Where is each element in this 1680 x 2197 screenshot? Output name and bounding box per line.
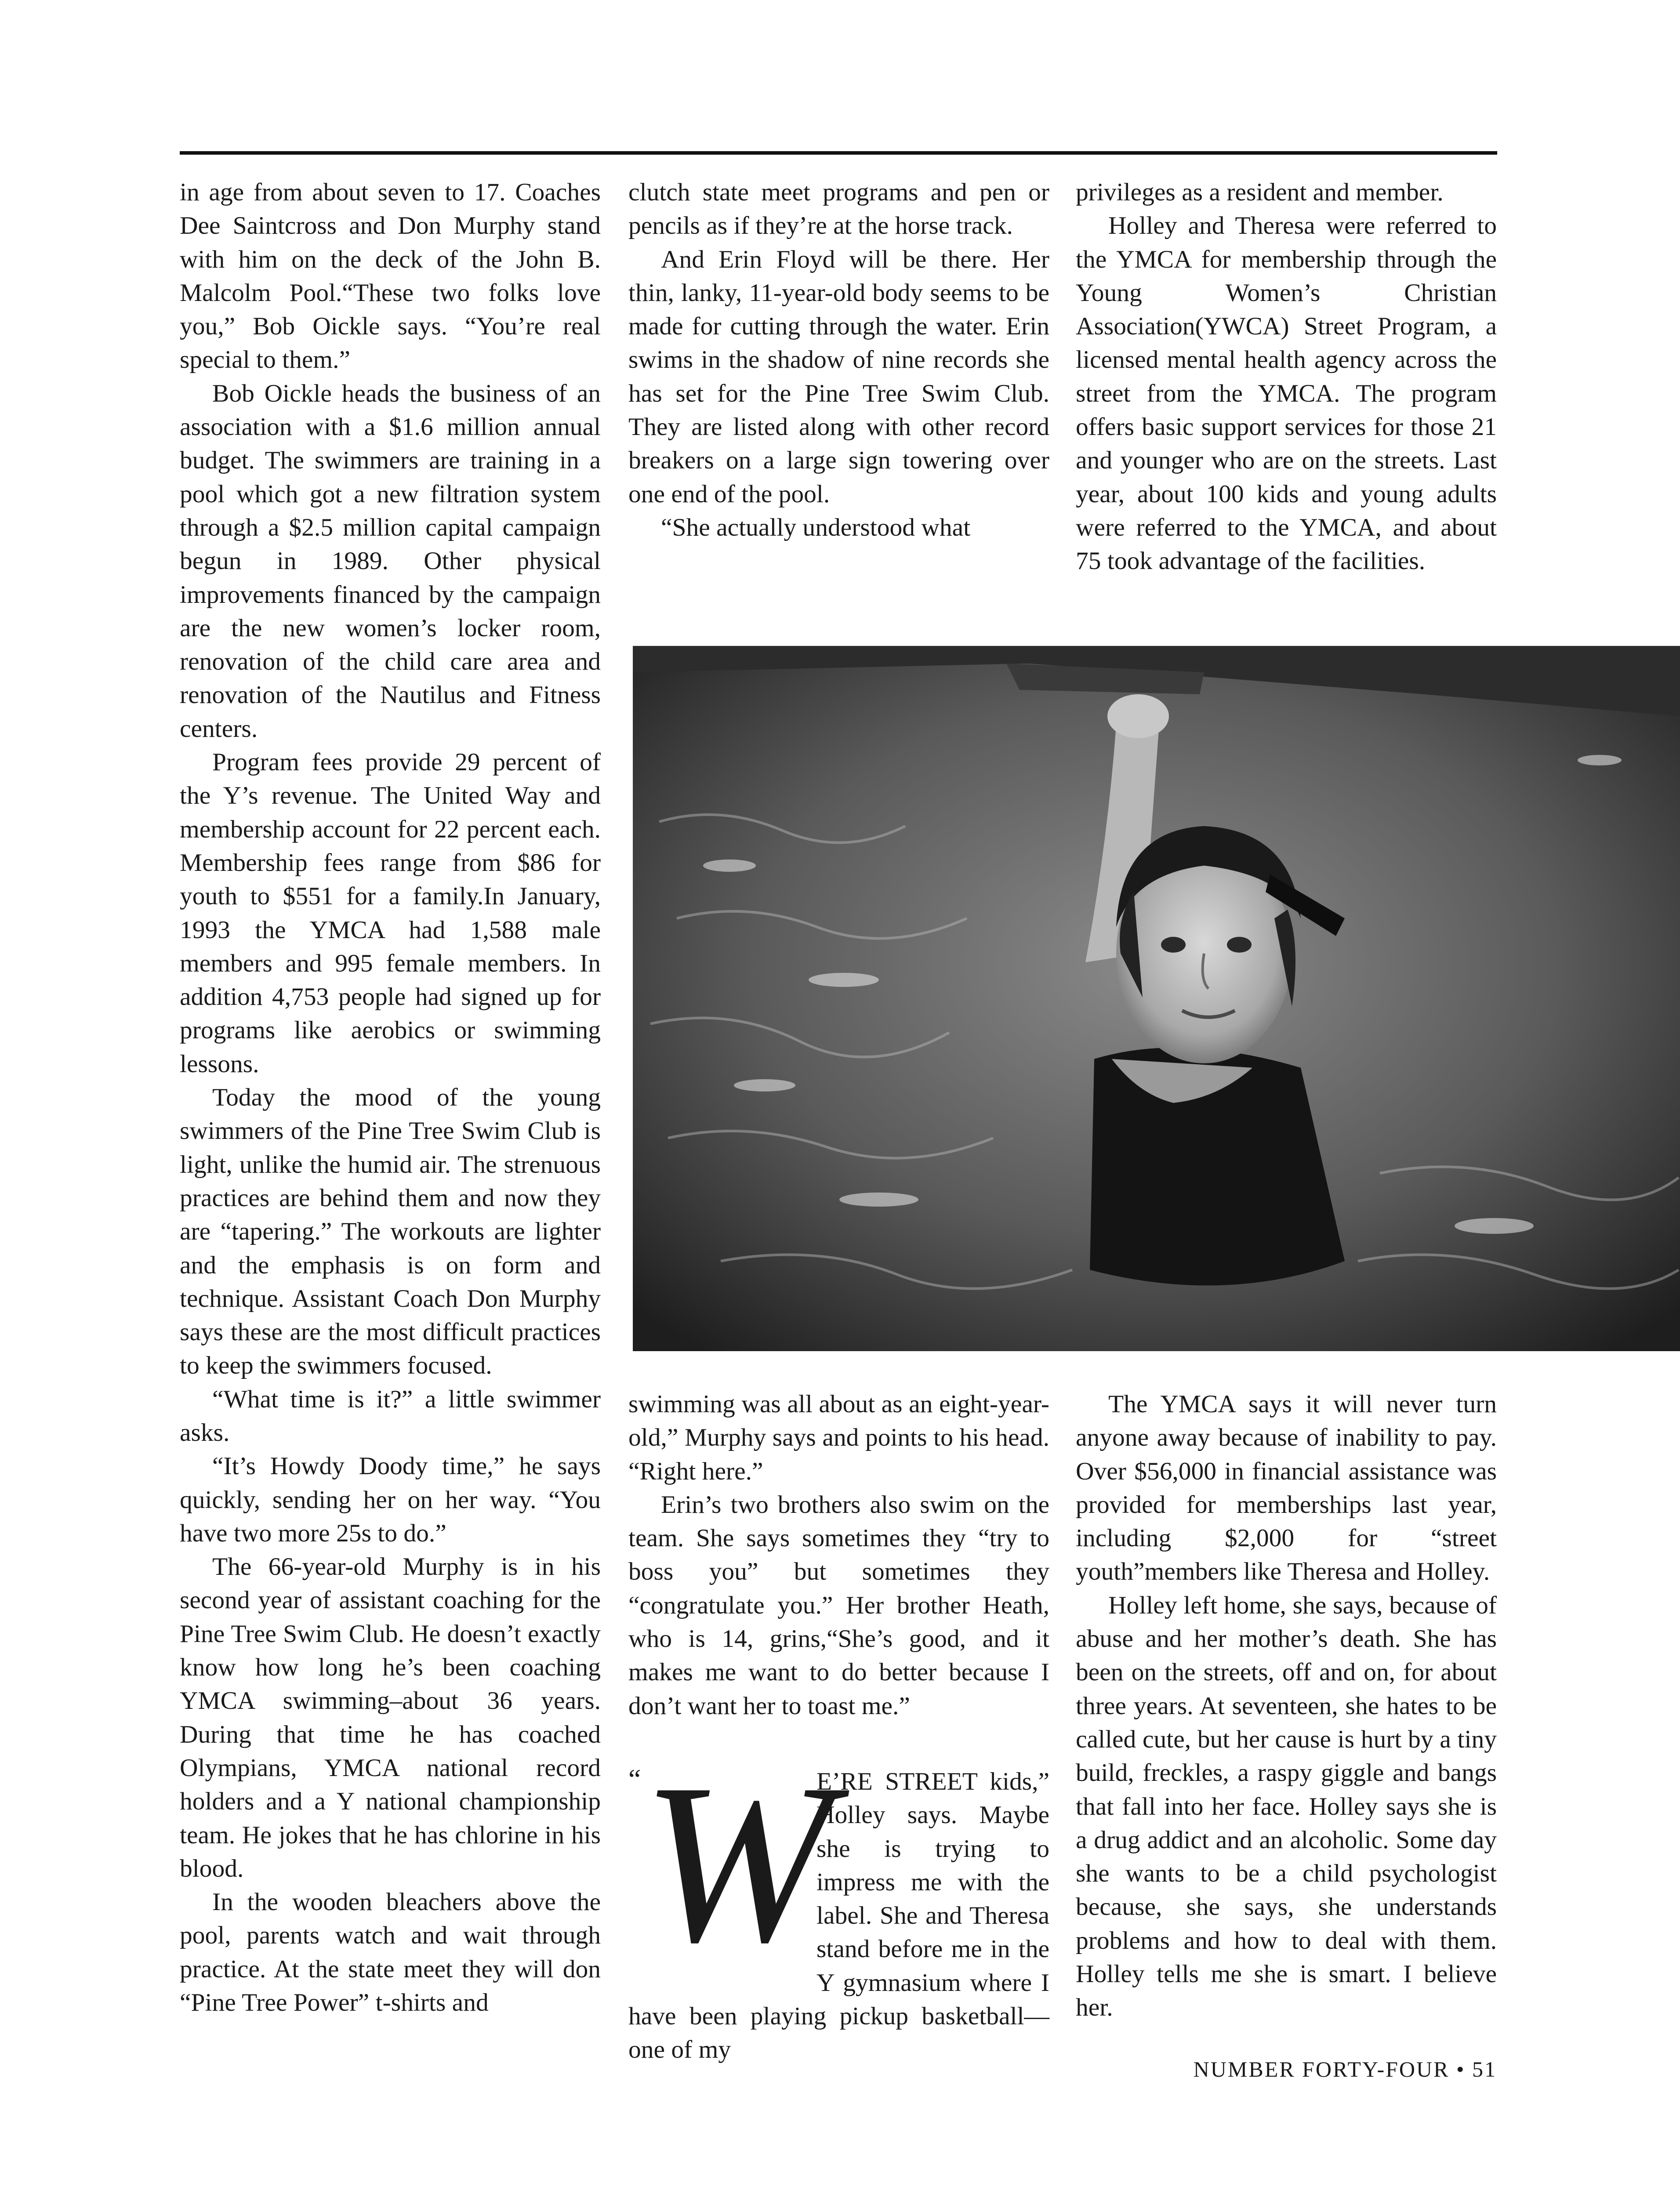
paragraph: The YMCA says it will never turn anyone away because of inability to pay. Over $56,000 in financial assistance was provided for memberships last year, including $2,000 for “street youth”members like Theresa and Holley. xyxy=(1076,1390,1497,1586)
paragraph: Erin’s two brothers also swim on the team. She says sometimes they “try to boss you” but sometimes they “congratulate you.” Her brother Heath, who is 14, grins,“She’s good, and it makes me want to do better because I don’t want her to toast me.” xyxy=(628,1490,1049,1720)
paragraph: Holley and Theresa were referred to the YMCA for membership through the Young Women’s Christian Association(YWCA) Street Program, a licensed mental health agency across the street from the YMCA. The program offers basic support services for those 21 and younger who are on the streets. Last year, about 100 kids and young adults were referred to the YMCA, and about 75 took advantage of the facilities. xyxy=(1076,212,1497,575)
column-3-bottom xyxy=(1076,1388,1497,2025)
paragraph: Program fees provide 29 percent of the Y’s revenue. The United Way and membership account for 22 percent each. Membership fees range from $86 for youth to $551 for a family.In January, 1993 the YMCA had 1,588 male members and 995 female members. In addition 4,753 people had signed up for programs like aerobics or swimming lessons. xyxy=(180,748,601,1078)
drop-cap-block xyxy=(628,1737,832,1990)
paragraph: clutch state meet programs and pen or pencils as if they’re at the horse track. xyxy=(628,178,1049,240)
paragraph: “She actually understood what xyxy=(661,513,971,541)
pull-quote-text: E’RE STREET kids,” Holley says. Maybe she is trying to impress me with the label. She and Theresa stand before me in the Y gymnasium where I have been playing pickup basketball—one of my xyxy=(628,1767,1049,2064)
paragraph: swimming was all about as an eight-year-old,” Murphy says and points to his head. “Right here.” xyxy=(628,1390,1049,1485)
paragraph: The 66-year-old Murphy is in his second year of assistant coaching for the Pine Tree Swim Club. He doesn’t exactly know how long he’s been coaching YMCA swimming–about 36 years. During that time he has coached Olympians, YMCA national record holders and a Y national championship team. He jokes that he has chlorine in his blood. xyxy=(180,1553,601,1882)
paragraph: Bob Oickle heads the business of an association with a $1.6 million annual budget. The swimmers are training in a pool which got a new filtration system through a $2.5 million capital campaign begun in 1989. Other physical improvements financed by the campaign are the new women’s locker room, renovation of the child care area and renovation of the Nautilus and Fitness centers. xyxy=(180,379,601,743)
top-rule xyxy=(180,151,1497,155)
page-folio: NUMBER FORTY-FOUR • 51 xyxy=(1193,2057,1497,2081)
open-quote-mark: “ xyxy=(628,1763,641,1795)
paragraph: Today the mood of the young swimmers of the Pine Tree Swim Club is light, unlike the humid air. The strenuous practices are behind them and now they are “tapering.” The workouts are lighter and the emphasis is on form and technique. Assistant Coach Don Murphy says these are the most difficult practices to keep the swimmers focused. xyxy=(180,1084,601,1380)
swimmer-photo xyxy=(633,646,1680,1351)
column-1 xyxy=(180,176,601,2019)
paragraph: Holley left home, she says, because of abuse and her mother’s death. She has been on the streets, off and on, for about three years. At seventeen, she hates to be called cute, but her cause is hurt by a tiny build, freckles, a raspy giggle and bangs that fall into her face. Holley says she is a drug addict and an alcoholic. Some day she wants to be a child psychologist because, she says, she understands problems and how to deal with them. Holley tells me she is smart. I believe her. xyxy=(1076,1591,1497,2022)
paragraph: in age from about seven to 17. Coaches Dee Saintcross and Don Murphy stand with him on the deck of the John B. Malcolm Pool.“These two folks love you,” Bob Oickle says. “You’re real special to them.” xyxy=(180,178,601,374)
paragraph: And Erin Floyd will be there. Her thin, lanky, 11-year-old body seems to be made for cutting through the water. Erin swims in the shadow of nine records she has set for the Pine Tree Swim Club. They are listed along with other record breakers on a large sign towering over one end of the pool. xyxy=(628,245,1049,508)
paragraph: “What time is it?” a little swimmer asks. xyxy=(180,1385,601,1447)
pull-quote xyxy=(628,1737,1049,2067)
paragraph: privileges as a resident and member. xyxy=(1076,178,1444,206)
column-2-top xyxy=(628,176,1049,544)
drop-cap: W xyxy=(642,1737,832,1990)
column-2-bottom xyxy=(628,1388,1049,2067)
paragraph: In the wooden bleachers above the pool, parents watch and wait through practice. At the state meet they will don “Pine Tree Power” t-shirts and xyxy=(180,1888,601,2017)
paragraph: “It’s Howdy Doody time,” he says quickly, sending her on her way. “You have two more 25s to do.” xyxy=(180,1452,601,1547)
column-3-top xyxy=(1076,176,1497,578)
